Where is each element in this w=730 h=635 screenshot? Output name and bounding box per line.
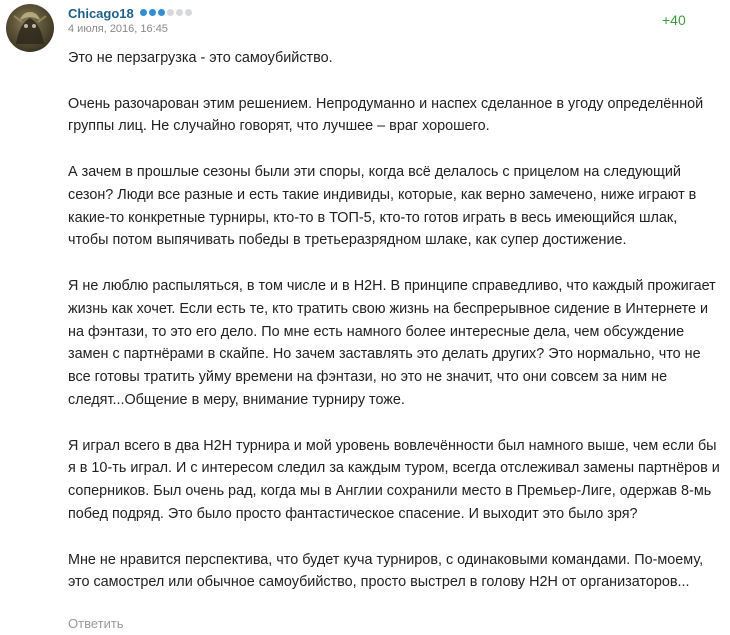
rank-dot	[149, 9, 156, 16]
rank-dot	[185, 9, 192, 16]
rank-dot	[176, 9, 183, 16]
comment-paragraph: Это не перзагрузка - это самоубийство.	[68, 50, 333, 66]
user-rank-dots	[140, 9, 192, 16]
comment-paragraph: Я не люблю распыляться, в том числе и в H2H. В принципе справедливо, что каждый прожигает жизнь как хочет. Если есть те, кто тратить свою жизнь на беспрерывное сидение в Интернете и на фэнтази, то это его дело. По мне есть намного более интересные дела, чем обсуждение замен с партнёрами в скайпе. Но зачем заставлять это делать других? Это нормально, что не все готовы тратить уйму времени на фэнтази, но это не значит, что они совсем за ним не следят...Общение в меру, внимание турниру тоже.	[68, 277, 716, 408]
user-avatar[interactable]	[6, 4, 54, 52]
comment-timestamp: 4 июля, 2016, 16:45	[68, 23, 168, 35]
comment-paragraph: А зачем в прошлые сезоны были эти споры, когда всё делалось с прицелом на следующий сезон? Люди все разные и есть такие индивиды, которые, как верно замечено, ниже играют в какие-то конкретные турниры, кто-то в ТОП-5, кто-то готов играть в весь имеющийся шлак, чтобы потом выпячивать победы в третьеразрядном шлаке, как супер достижение.	[68, 163, 697, 249]
avatar-image	[6, 4, 54, 52]
reply-link[interactable]: Ответить	[68, 616, 124, 631]
rank-dot	[140, 9, 147, 16]
comment-body	[68, 47, 720, 594]
author-name[interactable]: Chicago18	[68, 6, 134, 21]
rank-dot	[158, 9, 165, 16]
rank-dot	[167, 9, 174, 16]
comment-paragraph: Очень разочарован этим решением. Непродуманно и наспех сделанное в угоду определённой группы лиц. Не случайно говорят, что лучшее – враг хорошего.	[68, 95, 704, 135]
comment-score: +40	[662, 12, 686, 28]
comment-paragraph: Я играл всего в два H2H турнира и мой уровень вовлечённости был намного выше, чем если бы я в 10-ть играл. И с интересом следил за каждым туром, всегда отслеживал замены партнёров и соперников. Был очень рад, когда мы в Англии сохранили место в Премьер-Лиге, одержав 8-мь побед подряд. Это было просто фантастическое спасение. И выходит это было зря?	[68, 437, 720, 522]
comment-paragraph: Мне не нравится перспектива, что будет куча турниров, с одинаковыми командами. По-моему, это самострел или обычное самоубийство, просто выстрел в голову H2H от организаторов...	[68, 551, 704, 591]
